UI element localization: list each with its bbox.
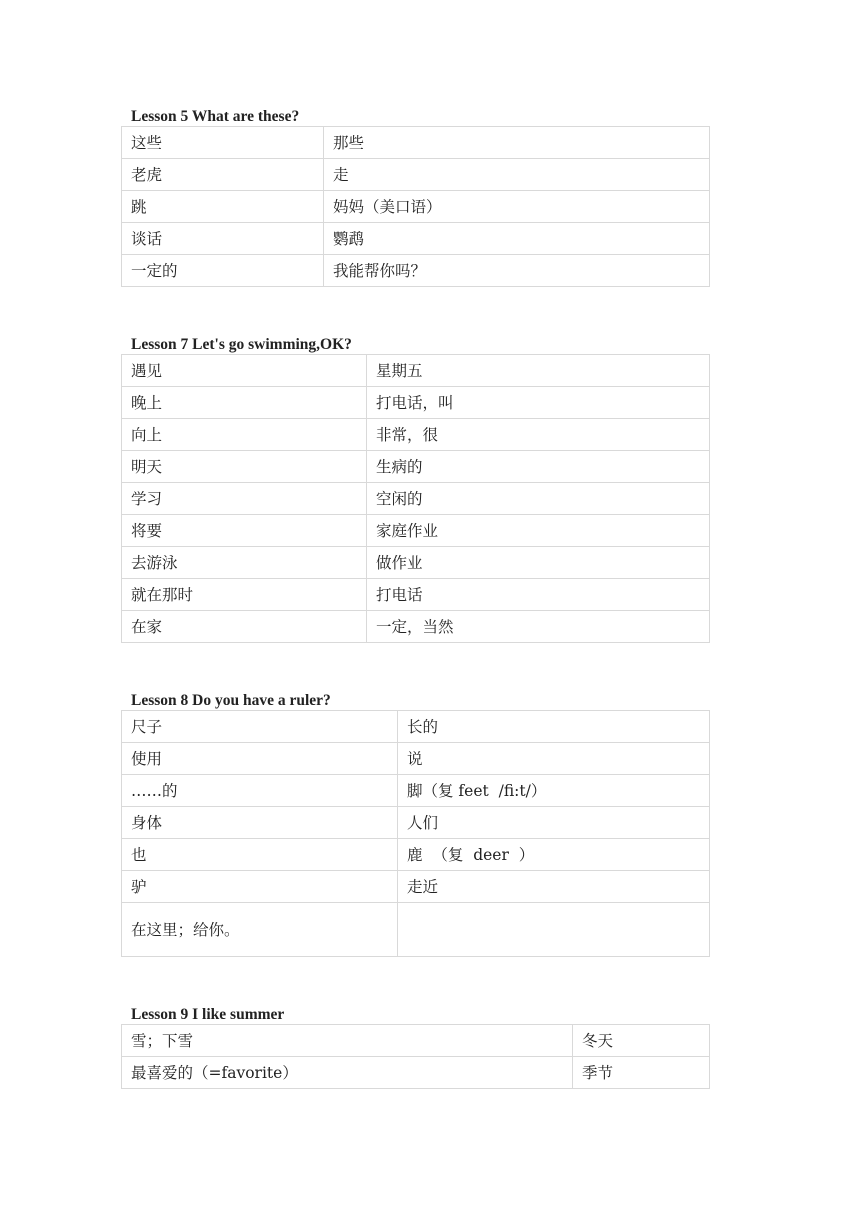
table-cell: 说	[398, 743, 710, 775]
table-row	[122, 839, 710, 871]
table-cell: 尺子	[122, 711, 398, 743]
table-cell: 星期五	[367, 355, 710, 387]
table-row	[122, 419, 710, 451]
table-cell: 走近	[398, 871, 710, 903]
lesson-9-section	[121, 1005, 709, 1089]
table-cell: 打电话	[367, 579, 710, 611]
table-cell: 就在那时	[122, 579, 367, 611]
table-cell: 生病的	[367, 451, 710, 483]
table-row	[122, 223, 710, 255]
table-cell: 使用	[122, 743, 398, 775]
table-cell: 雪；下雪	[122, 1025, 573, 1057]
table-row	[122, 127, 710, 159]
table-cell: 最喜爱的（=favorite）	[122, 1057, 573, 1089]
table-cell: 学习	[122, 483, 367, 515]
table-cell: 这些	[122, 127, 324, 159]
table-row	[122, 711, 710, 743]
vocab-table	[121, 1024, 710, 1089]
table-row	[122, 1025, 710, 1057]
table-cell	[398, 903, 710, 957]
table-cell: 明天	[122, 451, 367, 483]
table-cell: 一定，当然	[367, 611, 710, 643]
table-row	[122, 1057, 710, 1089]
vocab-table	[121, 126, 710, 287]
table-cell: 向上	[122, 419, 367, 451]
table-cell: 去游泳	[122, 547, 367, 579]
table-cell: 冬天	[573, 1025, 710, 1057]
table-cell: 走	[324, 159, 710, 191]
table-row	[122, 579, 710, 611]
table-cell: 驴	[122, 871, 398, 903]
table-row	[122, 547, 710, 579]
table-row	[122, 255, 710, 287]
table-cell: 遇见	[122, 355, 367, 387]
table-cell: 妈妈（美口语）	[324, 191, 710, 223]
table-cell: 谈话	[122, 223, 324, 255]
table-cell: 老虎	[122, 159, 324, 191]
table-row	[122, 903, 710, 957]
table-cell: 打电话，叫	[367, 387, 710, 419]
lesson-title: Lesson 8 Do you have a ruler?	[131, 692, 331, 709]
table-row	[122, 807, 710, 839]
table-row	[122, 871, 710, 903]
lesson-title: Lesson 5 What are these?	[131, 108, 300, 125]
table-cell: 一定的	[122, 255, 324, 287]
table-cell: 做作业	[367, 547, 710, 579]
table-cell: 跳	[122, 191, 324, 223]
table-cell: 季节	[573, 1057, 710, 1089]
lesson-7-section	[121, 335, 709, 643]
table-cell: 非常，很	[367, 419, 710, 451]
table-cell: 那些	[324, 127, 710, 159]
table-cell: 鹿 （复 deer ）	[398, 839, 710, 871]
table-cell: 人们	[398, 807, 710, 839]
table-cell: 家庭作业	[367, 515, 710, 547]
lesson-title: Lesson 9 I like summer	[131, 1006, 285, 1023]
vocab-table	[121, 354, 710, 643]
table-row	[122, 611, 710, 643]
table-row	[122, 387, 710, 419]
lesson-8-section	[121, 691, 709, 957]
table-cell: 晚上	[122, 387, 367, 419]
table-cell: 将要	[122, 515, 367, 547]
table-row	[122, 191, 710, 223]
vocab-table	[121, 710, 710, 957]
table-cell: 空闲的	[367, 483, 710, 515]
table-cell: 身体	[122, 807, 398, 839]
table-cell: 鹦鹉	[324, 223, 710, 255]
table-row	[122, 775, 710, 807]
table-row	[122, 355, 710, 387]
table-row	[122, 483, 710, 515]
table-row	[122, 743, 710, 775]
table-cell: 脚（复 feet /fi:t/）	[398, 775, 710, 807]
table-cell: 我能帮你吗？	[324, 255, 710, 287]
table-cell: 长的	[398, 711, 710, 743]
table-cell: 在这里；给你。	[122, 903, 398, 957]
lesson-title: Lesson 7 Let's go swimming,OK?	[131, 336, 352, 353]
table-row	[122, 451, 710, 483]
table-cell: 也	[122, 839, 398, 871]
table-row	[122, 515, 710, 547]
table-row	[122, 159, 710, 191]
table-cell: 在家	[122, 611, 367, 643]
table-cell: ……的	[122, 775, 398, 807]
lesson-5-section	[121, 107, 709, 287]
